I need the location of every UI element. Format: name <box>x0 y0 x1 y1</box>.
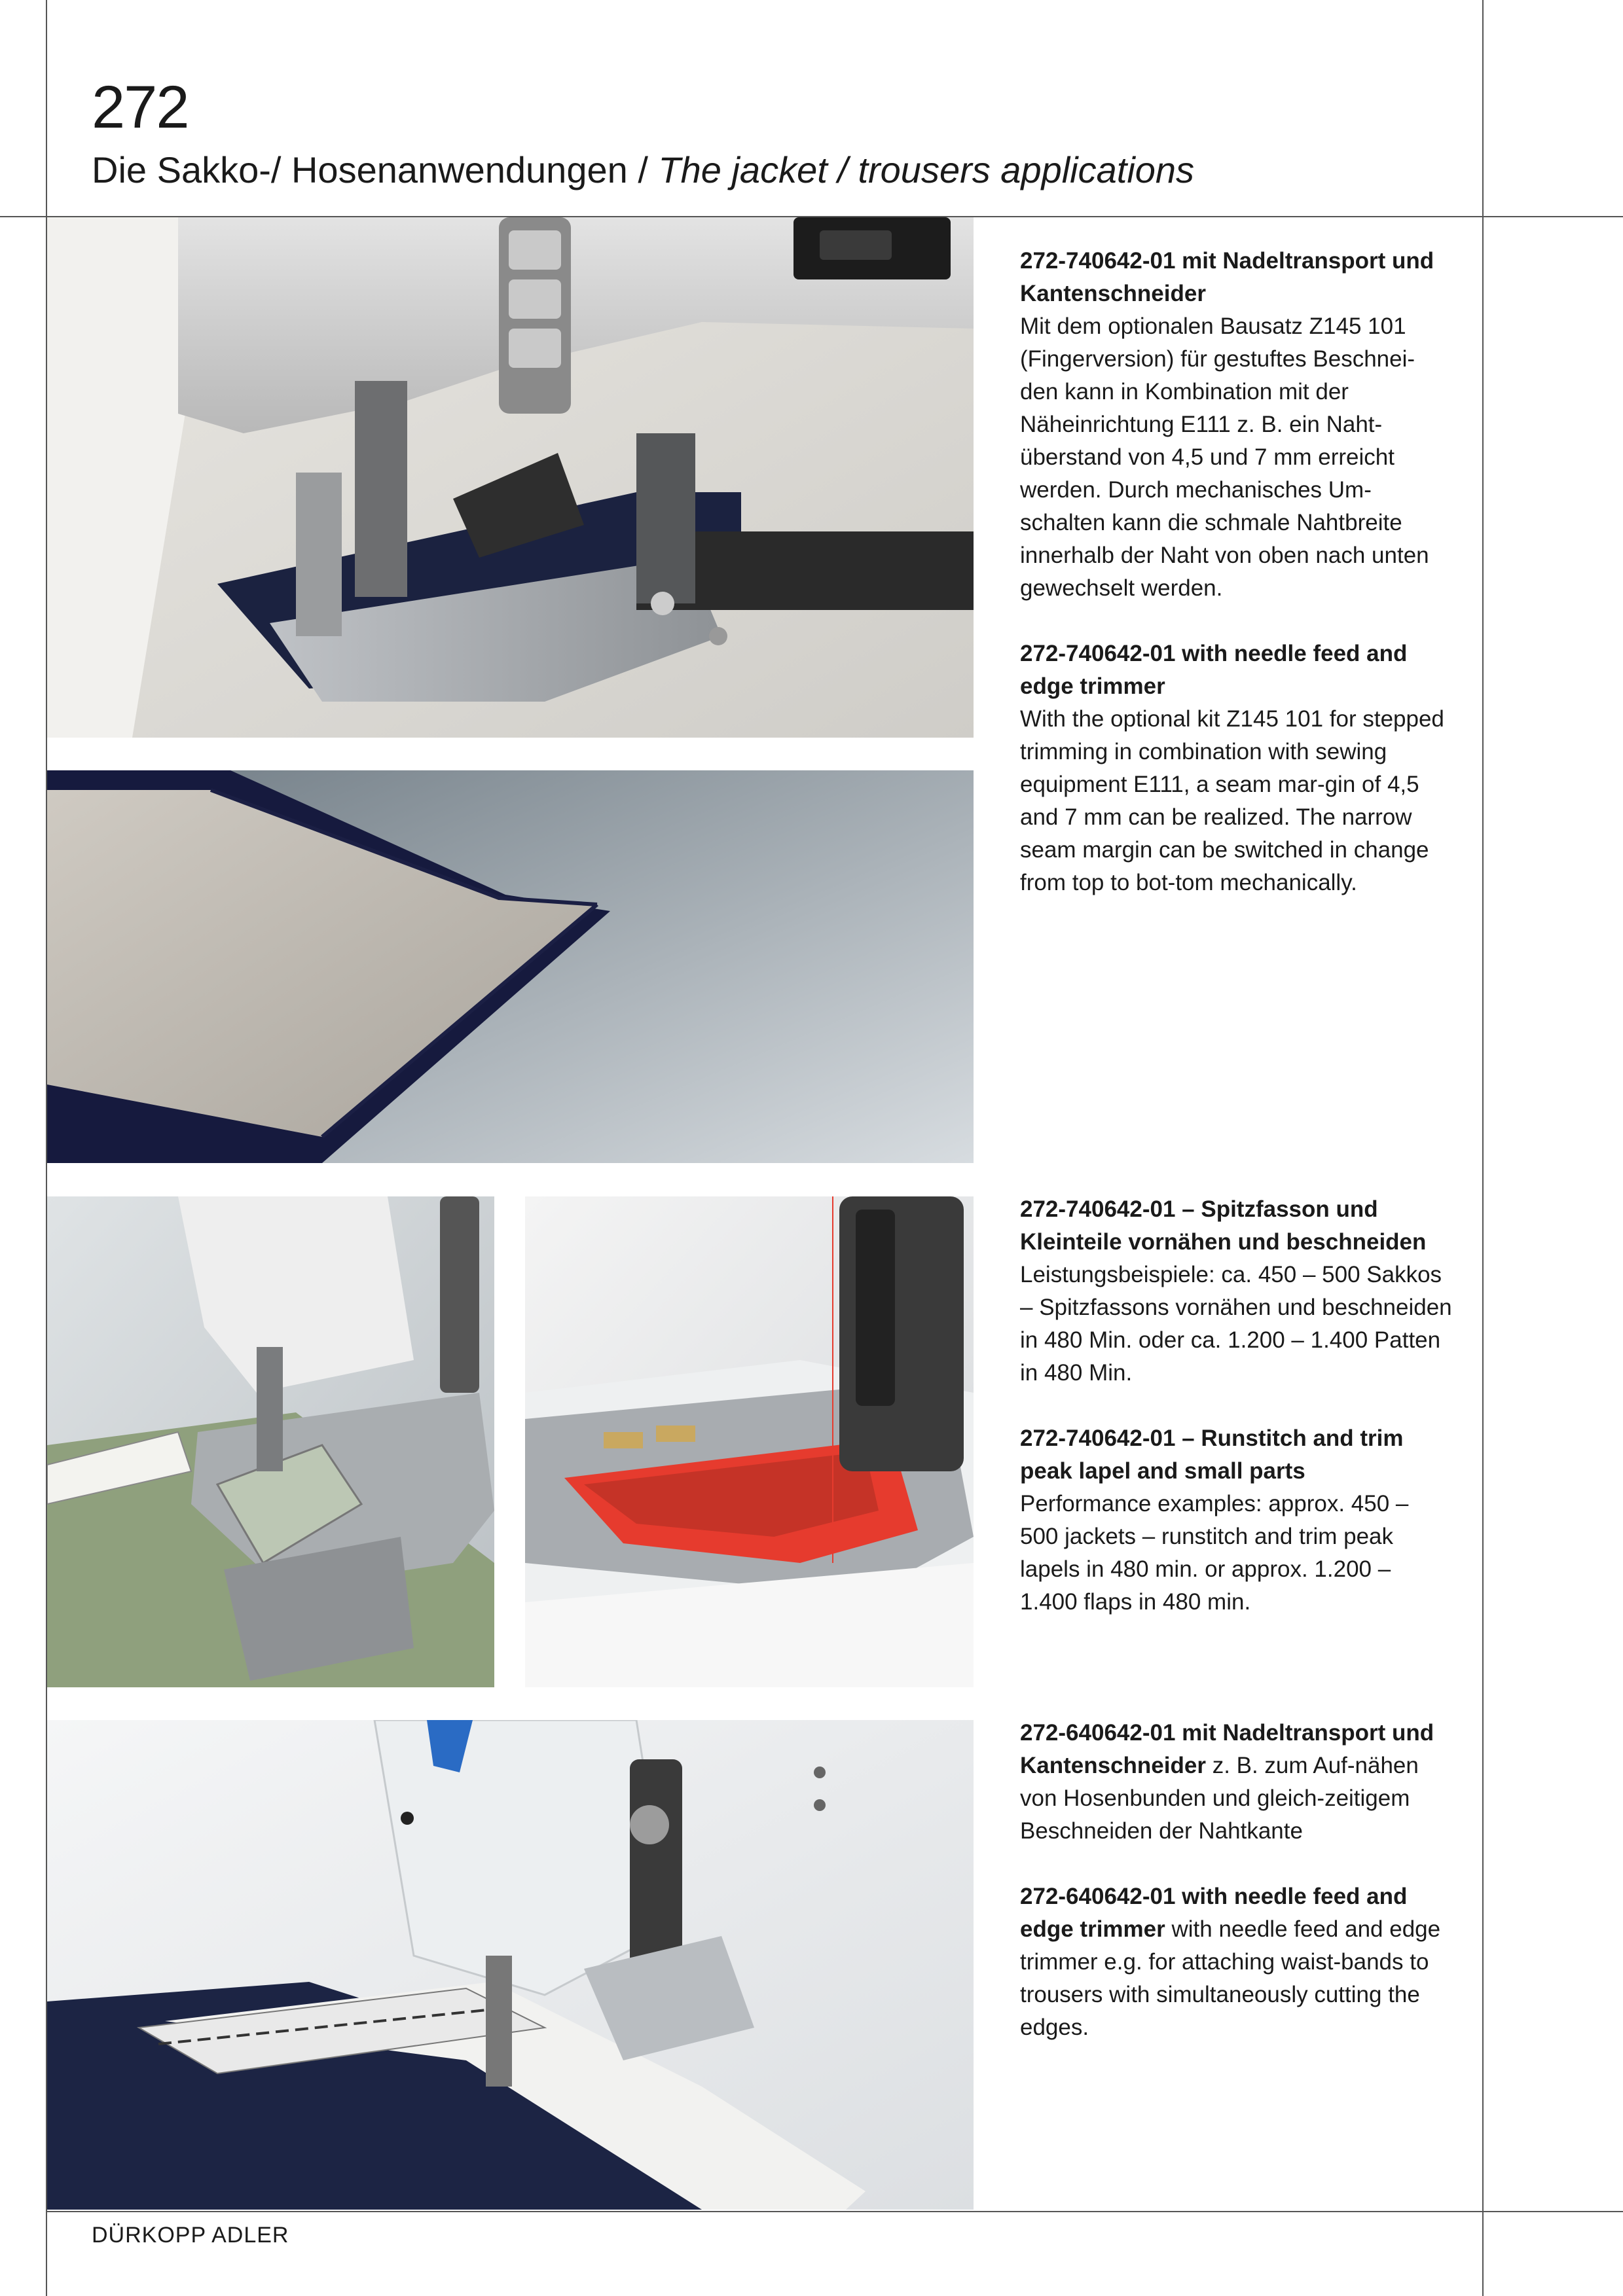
photo-stepped-seam-fabric <box>47 770 974 1163</box>
page-number: 272 <box>92 74 189 141</box>
section-waistband-de <box>1020 1717 1452 1848</box>
section-heading: 272-740642-01 – Spitzfasson und Kleinteile vornähen und beschneiden <box>1020 1196 1427 1255</box>
section-edge-trimmer-en <box>1020 637 1452 899</box>
section-body: with needle feed and edge trimmer e.g. for attaching waist-bands to trousers with simultaneously cutting the edges. <box>1020 1916 1441 2040</box>
section-peak-lapel <box>1020 1193 1452 1651</box>
photo-peak-lapel-template <box>525 1196 974 1687</box>
section-body: Performance examples: approx. 450 – 500 jackets – runstitch and trim peak lapels in 480 min. or approx. 1.200 – 1.400 flaps in 480 min. <box>1020 1491 1409 1615</box>
section-body: With the optional kit Z145 101 for stepped trimming in combination with sewing equipment E111, a seam mar-gin of 4,5 and 7 mm can be realized. The narrow seam margin can be switched in change from top to bot-tom mechanically. <box>1020 706 1444 895</box>
section-peak-lapel-de <box>1020 1193 1452 1390</box>
footer-rule <box>46 2211 1623 2212</box>
section-body: Leistungsbeispiele: ca. 450 – 500 Sakkos – Spitzfassons vornähen und beschneiden in 480 Min. oder ca. 1.200 – 1.400 Patten in 480 Min. <box>1020 1262 1452 1386</box>
section-peak-lapel-en <box>1020 1422 1452 1619</box>
section-heading: 272-740642-01 mit Nadeltransport und Kantenschneider <box>1020 248 1434 306</box>
photo-edge-trimmer-machine <box>47 217 974 738</box>
photo-small-parts-machine <box>47 1196 494 1687</box>
section-waistband-en <box>1020 1880 1452 2044</box>
section-body: Mit dem optionalen Bausatz Z145 101 (Fingerversion) für gestuftes Beschnei-den kann in Kombination mit der Näheinrichtung E111 z. B. ein Naht-überstand von 4,5 und 7 mm erreicht werden. Durch mechanisches Um-schalten kann die schmale Nahtbreite innerhalb der Naht von oben nach unten gewechselt werden. <box>1020 314 1429 601</box>
right-margin-rule <box>1482 0 1484 2296</box>
page-title <box>92 148 1194 192</box>
section-body: z. B. zum Auf-nähen von Hosenbunden und gleich-zeitigem Beschneiden der Nahtkante <box>1020 1753 1419 1844</box>
title-german: Die Sakko-/ Hosenanwendungen / <box>92 149 659 190</box>
section-waistband <box>1020 1717 1452 2077</box>
section-edge-trimmer-de <box>1020 245 1452 605</box>
section-heading: 272-740642-01 with needle feed and edge trimmer <box>1020 641 1408 699</box>
section-heading: 272-640642-01 mit Nadeltransport und Kantenschneider <box>1020 1720 1434 1778</box>
footer-brand: DÜRKOPP ADLER <box>92 2223 289 2248</box>
section-edge-trimmer <box>1020 245 1452 932</box>
title-english: The jacket / trousers applications <box>658 149 1195 190</box>
section-heading: 272-640642-01 with needle feed and edge trimmer <box>1020 1884 1408 1942</box>
section-heading: 272-740642-01 – Runstitch and trim peak lapel and small parts <box>1020 1426 1404 1484</box>
photo-waistband-machine <box>47 1720 974 2210</box>
